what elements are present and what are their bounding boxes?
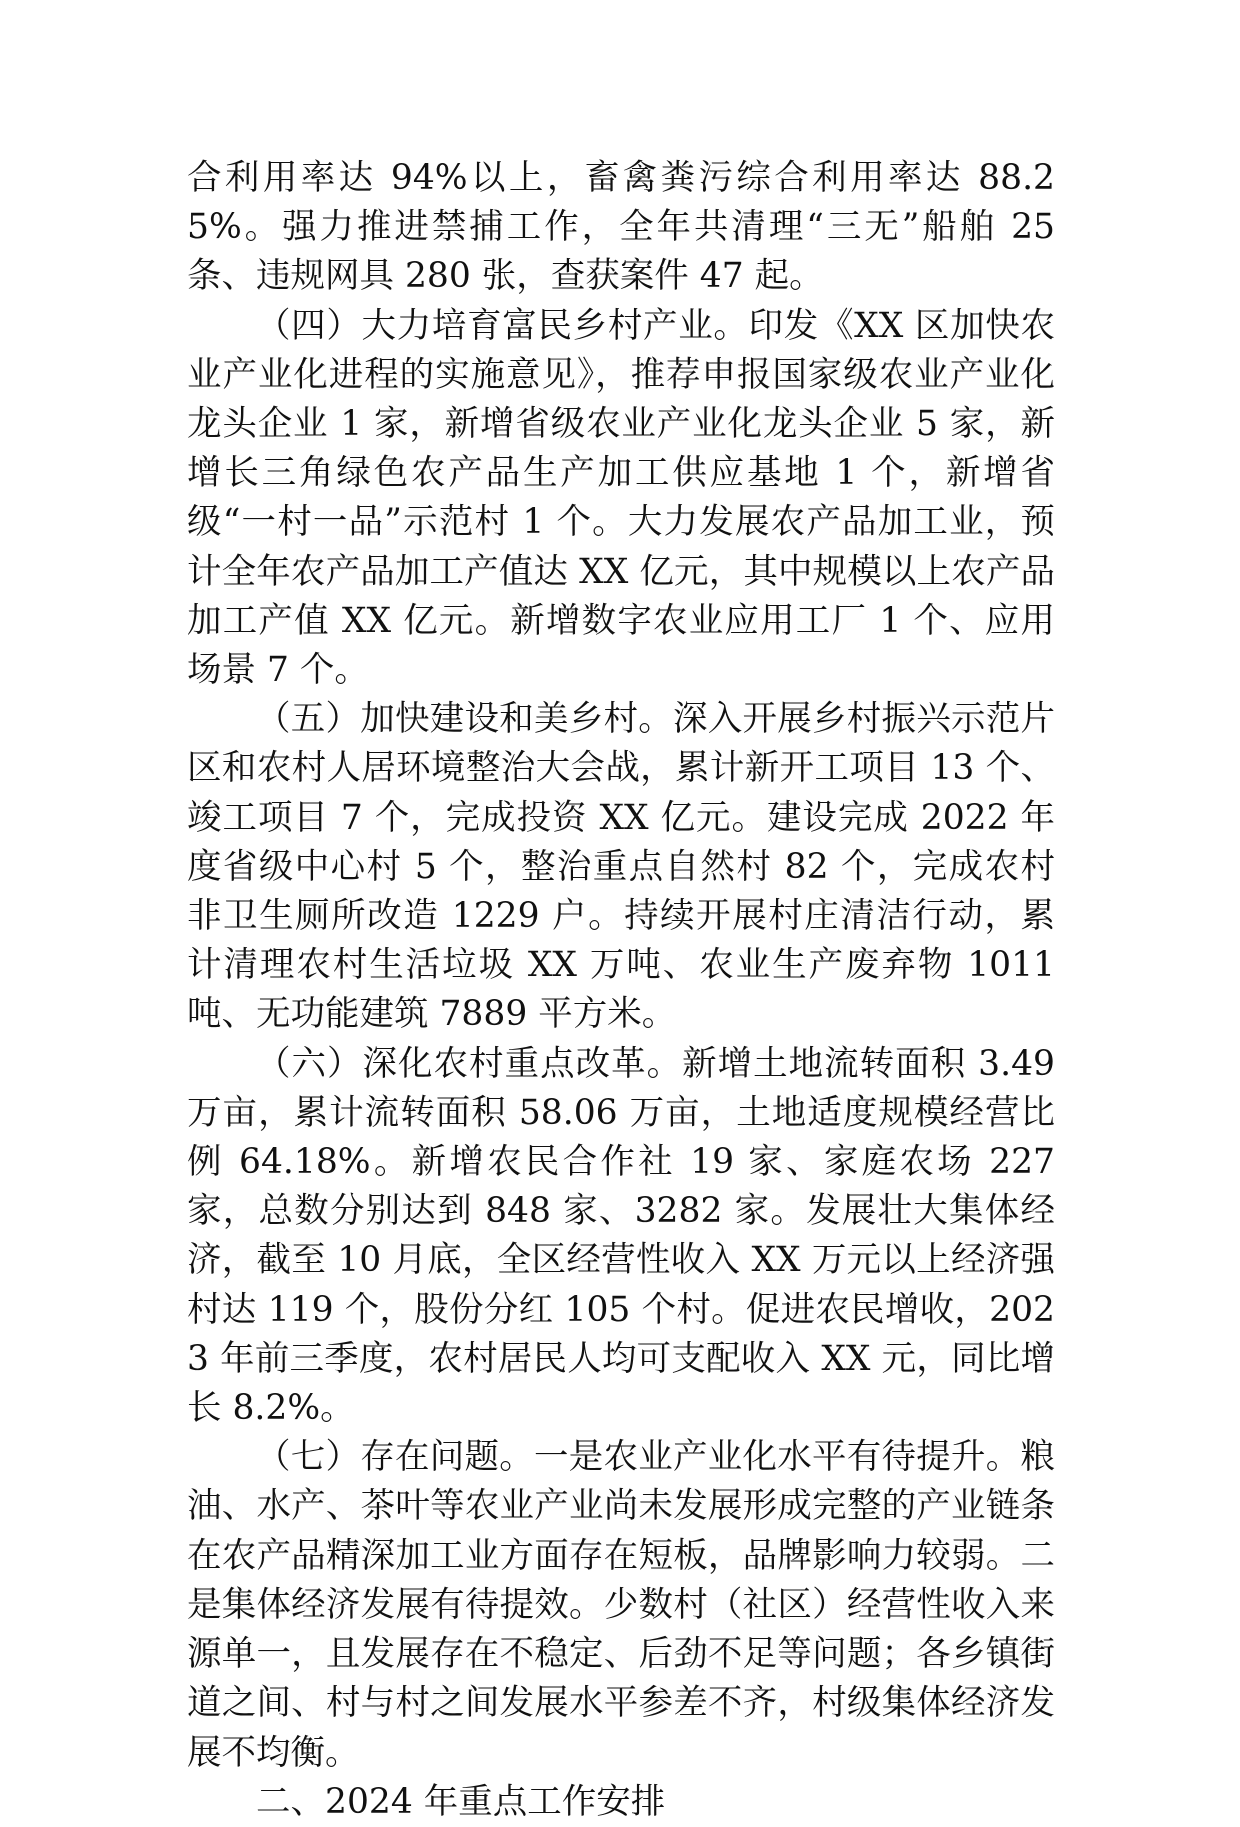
- paragraph-continued-utilization: 合利用率达 94%以上，畜禽粪污综合利用率达 88.25%。强力推进禁捕工作，全年共清理“三无”船舶 25 条、违规网具 280 张，查获案件 47 起。: [187, 158, 1055, 297]
- document-body: [187, 154, 1055, 1827]
- paragraph-beautiful-villages: （五）加快建设和美乡村。深入开展乡村振兴示范片区和农村人居环境整治大会战，累计新开工项目 13 个、竣工项目 7 个，完成投资 XX 亿元。建设完成 2022 年度省级中心村 5 个，整治重点自然村 82 个，完成农村非卫生厕所改造 1229 户。持续开展村庄清洁行动，累计清理农村生活垃圾 XX 万吨、农业生产废弃物 1011 吨、无功能建筑 7889 平方米。: [187, 699, 1055, 1035]
- paragraph-existing-problems: （七）存在问题。一是农业产业化水平有待提升。粮油、水产、茶叶等农业产业尚未发展形成完整的产业链条在农产品精深加工业方面存在短板，品牌影响力较弱。二是集体经济发展有待提效。少数村（社区）经营性收入来源单一，且发展存在不稳定、后劲不足等问题；各乡镇街道之间、村与村之间发展水平参差不齐，村级集体经济发展不均衡。: [187, 1437, 1055, 1773]
- section-heading-2024-plan: 二、2024 年重点工作安排: [256, 1781, 666, 1822]
- paragraph-rural-reform: （六）深化农村重点改革。新增土地流转面积 3.49 万亩，累计流转面积 58.06 万亩，土地适度规模经营比例 64.18%。新增农民合作社 19 家、家庭农场 227 家，总数分别达到 848 家、3282 家。发展壮大集体经济，截至 10 月底，全区经营性收入 XX 万元以上经济强村达 119 个，股份分红 105 个村。促进农民增收，2023 年前三季度，农村居民人均可支配收入 XX 元，同比增长 8.2%。: [187, 1043, 1055, 1429]
- paragraph-rural-industry: （四）大力培育富民乡村产业。印发《XX 区加快农业产业化进程的实施意见》，推荐申报国家级农业产业化龙头企业 1 家，新增省级农业产业化龙头企业 5 家，新增长三角绿色农产品生产加工供应基地 1 个，新增省级“一村一品”示范村 1 个。大力发展农产品加工业，预计全年农产品加工产值达 XX 亿元，其中规模以上农产品加工产值 XX 亿元。新增数字农业应用工厂 1 个、应用场景 7 个。: [187, 305, 1055, 691]
